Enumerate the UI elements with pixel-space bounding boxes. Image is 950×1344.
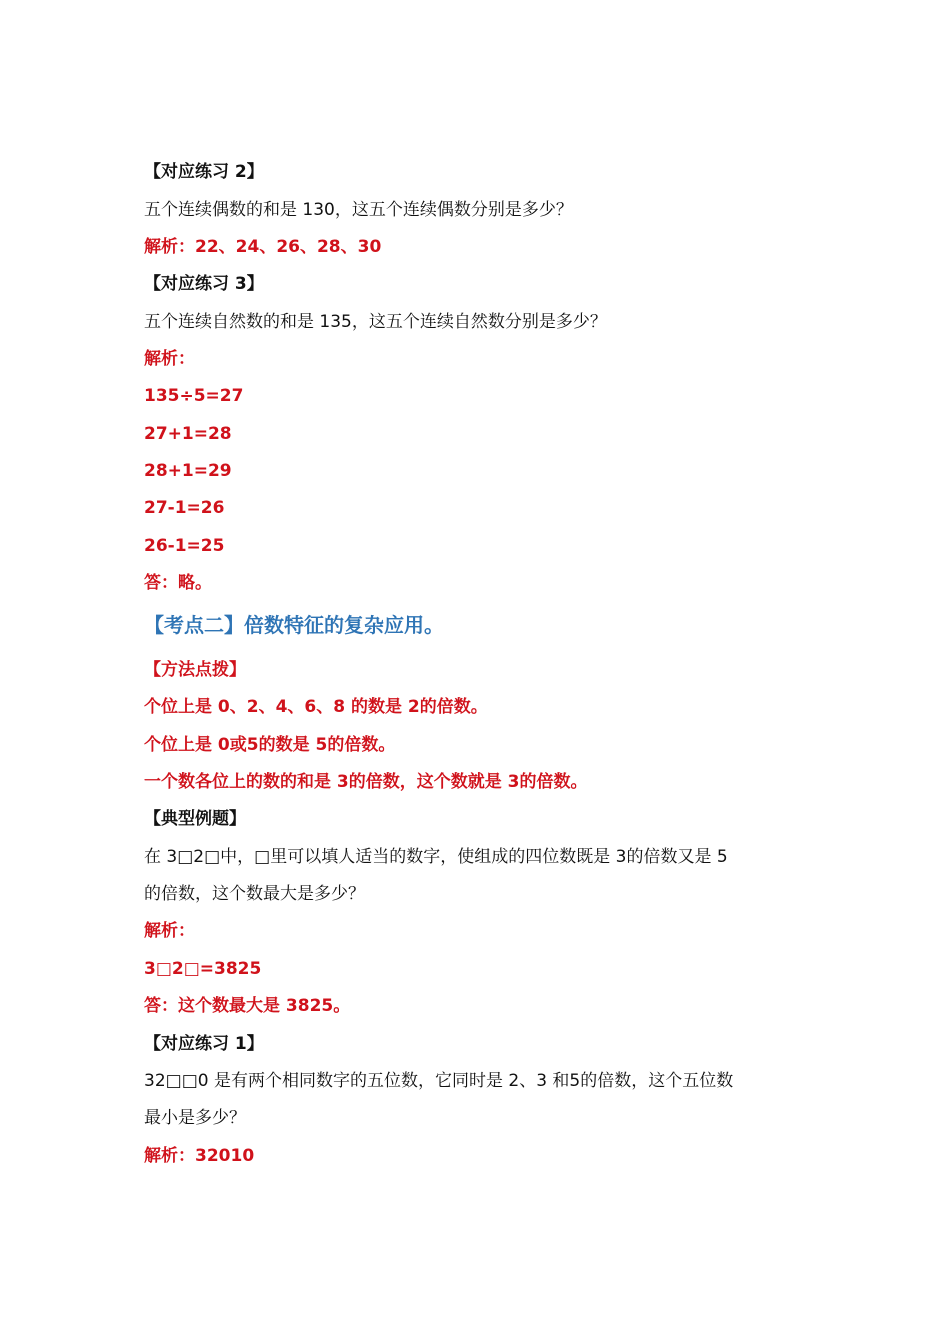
topic-2-title: 【考点二】倍数特征的复杂应用。 — [144, 613, 444, 637]
exercise-3-step: 26-1=25 — [144, 536, 225, 556]
example-heading: 【典型例题】 — [144, 809, 246, 829]
exercise-3-step: 27-1=26 — [144, 498, 225, 518]
exercise-3-analysis-label: 解析： — [144, 349, 195, 369]
method-rule: 一个数各位上的数的和是 3的倍数，这个数就是 3的倍数。 — [144, 772, 588, 792]
exercise-3-step: 27+1=28 — [144, 424, 232, 444]
exercise-3-step: 28+1=29 — [144, 461, 232, 481]
method-rule: 个位上是 0或5的数是 5的倍数。 — [144, 735, 396, 755]
method-heading: 【方法点拨】 — [144, 660, 246, 680]
exercise-1-question-line-2: 最小是多少？ — [144, 1108, 246, 1128]
exercise-2-answer: 解析：22、24、26、28、30 — [144, 237, 382, 257]
exercise-3-step: 135÷5=27 — [144, 386, 244, 406]
example-answer: 答：这个数最大是 3825。 — [144, 996, 351, 1016]
example-question-line-2: 的倍数，这个数最大是多少？ — [144, 884, 365, 904]
exercise-3-final-answer: 答：略。 — [144, 573, 212, 593]
exercise-3-question: 五个连续自然数的和是 135，这五个连续自然数分别是多少？ — [144, 312, 607, 332]
exercise-2-question: 五个连续偶数的和是 130，这五个连续偶数分别是多少？ — [144, 200, 573, 220]
exercise-3-heading: 【对应练习 3】 — [144, 274, 264, 294]
example-calculation: 3□2□=3825 — [144, 959, 262, 979]
exercise-1-question-line-1: 32□□0 是有两个相同数字的五位数，它同时是 2、3 和5的倍数，这个五位数 — [144, 1071, 734, 1091]
method-rule: 个位上是 0、2、4、6、8 的数是 2的倍数。 — [144, 697, 488, 717]
example-question-line-1: 在 3□2□中，□里可以填人适当的数字，使组成的四位数既是 3的倍数又是 5 — [144, 847, 728, 867]
exercise-1-answer: 解析：32010 — [144, 1146, 255, 1166]
exercise-2-heading: 【对应练习 2】 — [144, 162, 264, 182]
example-analysis-label: 解析： — [144, 921, 195, 941]
exercise-1-heading: 【对应练习 1】 — [144, 1034, 264, 1054]
